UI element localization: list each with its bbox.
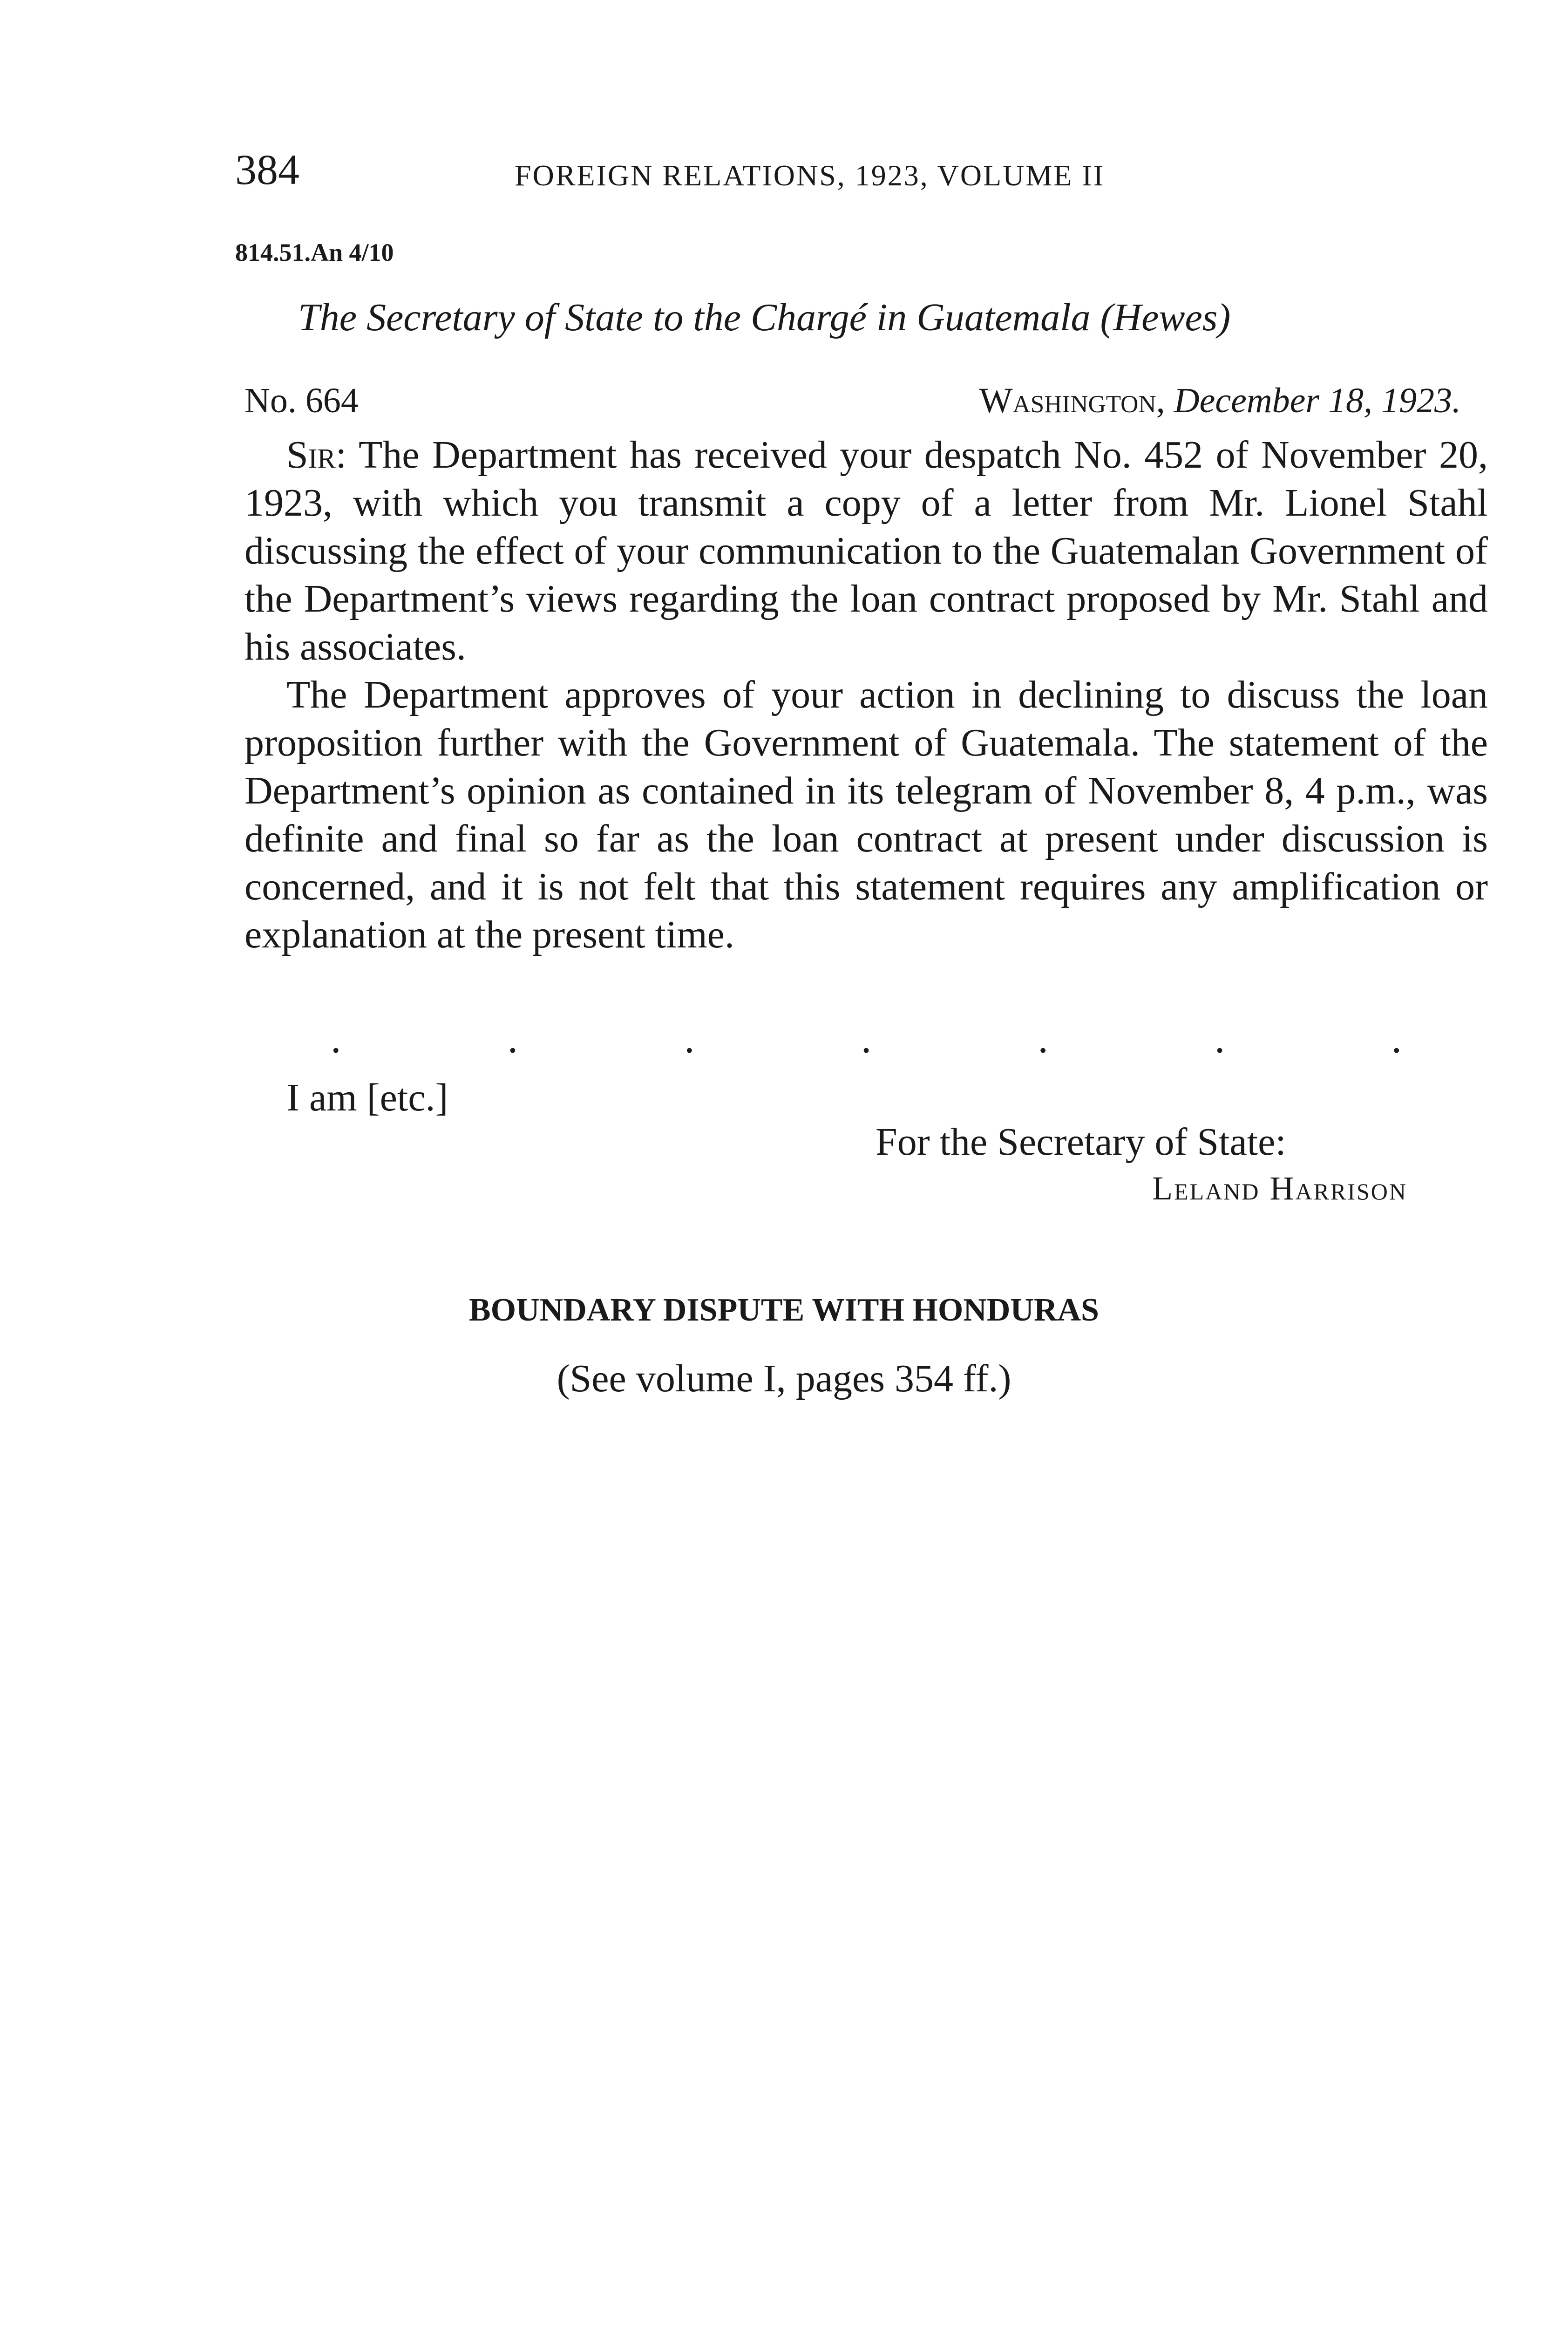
omission-dot: . bbox=[684, 1015, 695, 1062]
omission-dots bbox=[331, 1015, 1402, 1062]
section-cross-reference: (See volume I, pages 354 ff.) bbox=[557, 1357, 1011, 1400]
omission-dot: . bbox=[1038, 1015, 1048, 1062]
signoff: For the Secretary of State: bbox=[876, 1120, 1286, 1164]
omission-dot: . bbox=[507, 1015, 518, 1062]
omission-dot: . bbox=[1391, 1015, 1402, 1062]
page-number: 384 bbox=[235, 146, 299, 193]
file-reference: 814.51.An 4/10 bbox=[235, 238, 394, 266]
omission-dot: . bbox=[331, 1015, 341, 1062]
letter-body bbox=[244, 431, 1488, 959]
running-title: FOREIGN RELATIONS, 1923, VOLUME II bbox=[515, 159, 1105, 192]
closing: I am [etc.] bbox=[286, 1076, 448, 1119]
omission-dot: . bbox=[861, 1015, 872, 1062]
signer-name: Leland Harrison bbox=[1152, 1170, 1407, 1207]
omission-dot: . bbox=[1214, 1015, 1225, 1062]
paragraph-1-text: The Department has received your despatch No. 452 of November 20, 1923, with which you transmit a copy of a letter from Mr. Lionel Stahl discussing the effect of your communication to the Guatemalan Government of the Department’s views regarding the loan contract proposed by Mr. Stahl and his associates. bbox=[244, 433, 1488, 668]
dateline-place: Washington, bbox=[979, 381, 1165, 420]
document-number: No. 664 bbox=[244, 381, 359, 420]
paragraph-2: The Department approves of your action in declining to discuss the loan proposition further with the Government of Guatemala. The statement of the Department’s opinion as contained in its telegram of November 8, 4 p.m., was definite and final so far as the loan contract at present under discussion is concerned, and it is not felt that this statement requires any amplification or explanation at the present time. bbox=[244, 673, 1488, 956]
dateline bbox=[979, 383, 1461, 418]
section-heading: BOUNDARY DISPUTE WITH HONDURAS bbox=[468, 1292, 1099, 1328]
document-title: The Secretary of State to the Chargé in Guatemala (Hewes) bbox=[298, 296, 1231, 339]
salutation: Sir: bbox=[286, 433, 347, 477]
dateline-date: December 18, 1923. bbox=[1174, 381, 1461, 420]
paragraph-1 bbox=[244, 431, 1488, 671]
